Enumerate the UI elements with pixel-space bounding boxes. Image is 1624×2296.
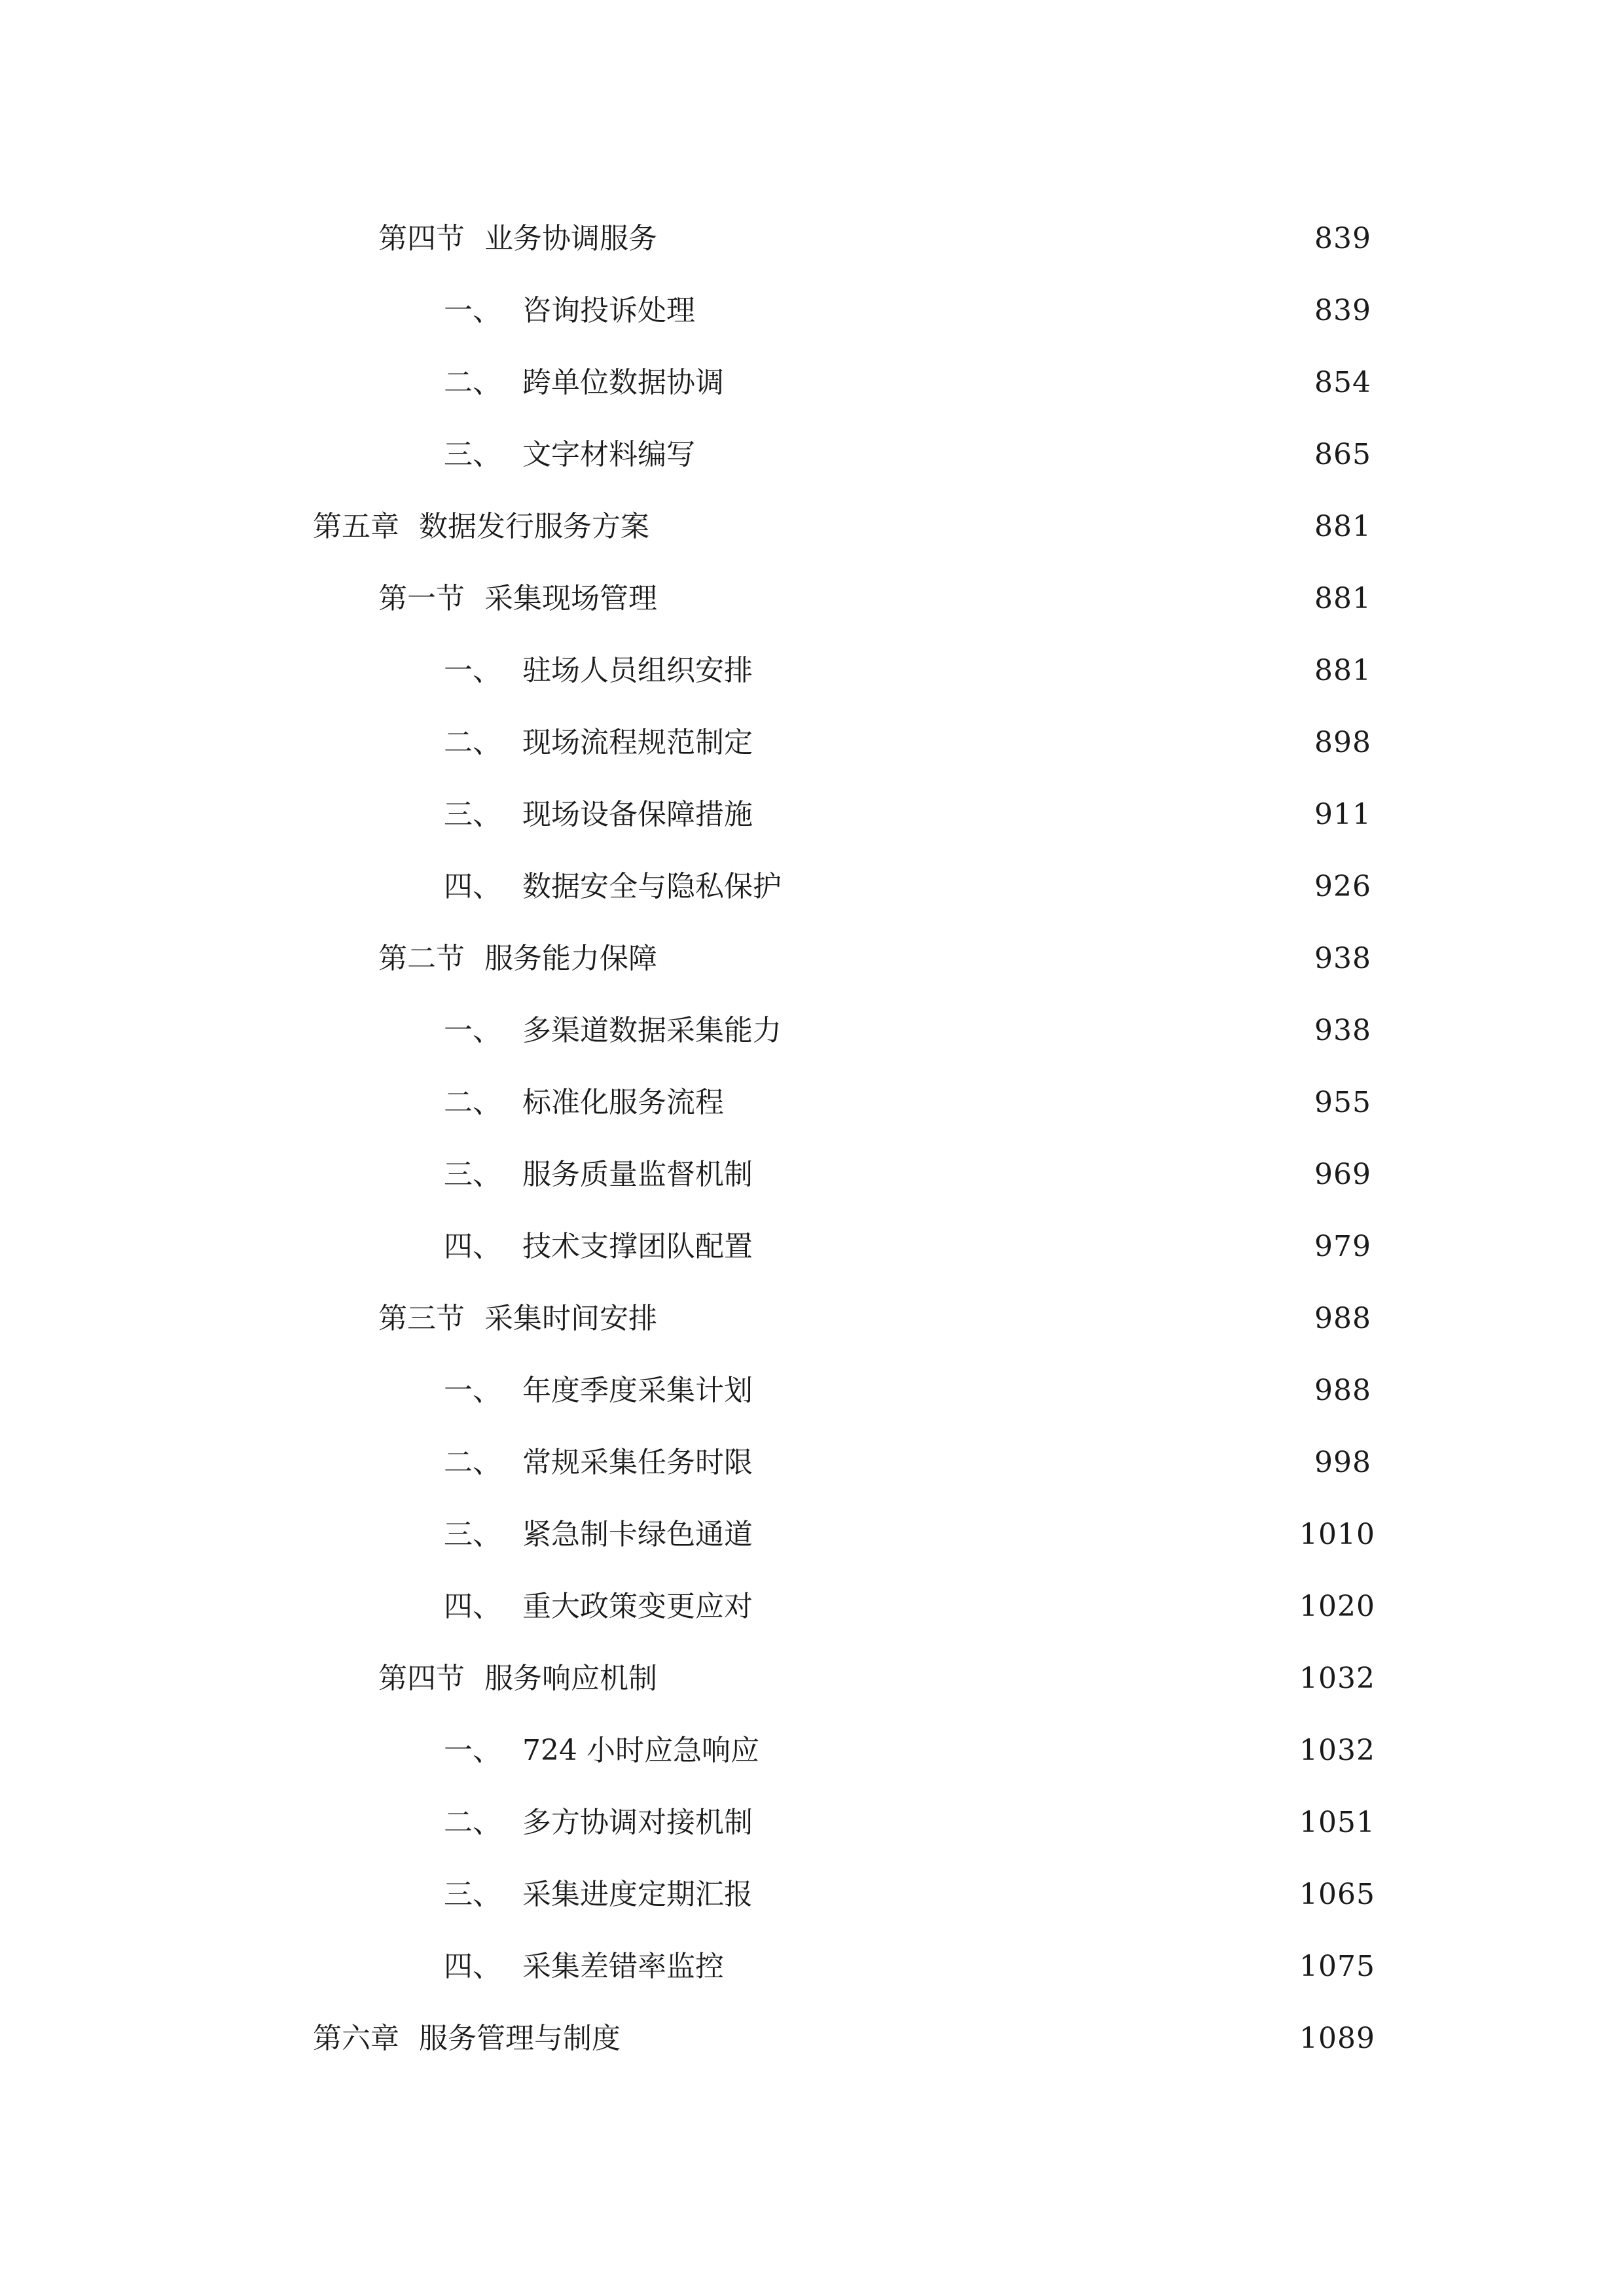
toc-entry-section[interactable] — [0, 203, 1624, 275]
toc-entry-title: 采集现场管理 — [484, 582, 657, 615]
toc-entry-number: 一、 — [444, 1374, 501, 1407]
toc-entry-title: 重大政策变更应对 — [522, 1590, 753, 1623]
dot-leader — [630, 2024, 1289, 2053]
toc-entry-page-number: 911 — [1314, 798, 1371, 831]
dot-leader — [762, 1592, 1289, 1621]
toc-entry-page-number: 1089 — [1299, 2022, 1375, 2055]
toc-entry-number: 三、 — [444, 1518, 501, 1551]
toc-entry-title: 标准化服务流程 — [522, 1086, 724, 1119]
toc-entry-page-number: 1075 — [1299, 1950, 1375, 1983]
toc-entry-page-number: 926 — [1314, 870, 1371, 903]
dot-leader — [666, 224, 1289, 253]
toc-entry-section[interactable] — [0, 563, 1624, 635]
toc-entry-page-number: 865 — [1314, 438, 1371, 471]
toc-entry-page-number: 881 — [1314, 510, 1371, 543]
toc-entry-page-number: 1032 — [1299, 1734, 1375, 1767]
toc-entry-number: 一、 — [444, 654, 501, 687]
toc-entry-page-number: 898 — [1314, 726, 1371, 759]
dot-leader — [733, 368, 1289, 397]
toc-entry-number: 第四节 — [378, 222, 465, 255]
dot-leader — [666, 584, 1289, 613]
toc-entry-number: 一、 — [444, 1734, 501, 1767]
toc-entry-page-number: 1010 — [1299, 1518, 1375, 1551]
dot-leader — [659, 512, 1289, 541]
toc-entry-title: 数据安全与隐私保护 — [522, 870, 782, 903]
dot-leader — [733, 1952, 1289, 1981]
toc-entry-item[interactable] — [0, 275, 1624, 347]
toc-entry-number: 第六章 — [313, 2022, 399, 2055]
toc-entry-item[interactable] — [0, 1355, 1624, 1427]
toc-entry-title: 紧急制卡绿色通道 — [522, 1518, 753, 1551]
dot-leader — [762, 1160, 1289, 1189]
toc-entry-page-number: 1065 — [1299, 1878, 1375, 1911]
toc-entry-page-number: 1051 — [1299, 1806, 1375, 1839]
toc-entry-title: 技术支撑团队配置 — [522, 1230, 753, 1263]
toc-entry-number: 四、 — [444, 1590, 501, 1623]
toc-entry-item[interactable] — [0, 419, 1624, 491]
toc-entry-section[interactable] — [0, 923, 1624, 995]
toc-entry-number: 一、 — [444, 294, 501, 327]
toc-entry-number: 第三节 — [378, 1302, 465, 1335]
dot-leader — [762, 656, 1289, 685]
toc-entry-page-number: 969 — [1314, 1158, 1371, 1191]
toc-entry-number: 三、 — [444, 1878, 501, 1911]
toc-entry-title: 跨单位数据协调 — [522, 366, 724, 399]
toc-entry-chapter[interactable] — [0, 2003, 1624, 2075]
toc-entry-number: 二、 — [444, 1446, 501, 1479]
toc-entry-number: 二、 — [444, 726, 501, 759]
dot-leader — [762, 800, 1289, 829]
toc-entry-page-number: 839 — [1314, 294, 1371, 327]
toc-entry-item[interactable] — [0, 1931, 1624, 2003]
toc-entry-number: 第五章 — [313, 510, 399, 543]
toc-entry-section[interactable] — [0, 1643, 1624, 1715]
dot-leader — [762, 1232, 1289, 1261]
toc-entry-item[interactable] — [0, 851, 1624, 923]
toc-entry-number: 三、 — [444, 1158, 501, 1191]
dot-leader — [791, 1016, 1289, 1045]
toc-entry-title: 驻场人员组织安排 — [522, 654, 753, 687]
toc-entry-title: 服务管理与制度 — [419, 2022, 621, 2055]
toc-entry-page-number: 839 — [1314, 222, 1371, 255]
toc-entry-title: 采集差错率监控 — [522, 1950, 724, 1983]
toc-entry-title: 常规采集任务时限 — [522, 1446, 753, 1479]
toc-entry-page-number: 988 — [1314, 1302, 1371, 1335]
toc-entry-item[interactable] — [0, 1067, 1624, 1139]
toc-entry-number: 四、 — [444, 1950, 501, 1983]
dot-leader — [762, 1376, 1289, 1405]
dot-leader — [762, 728, 1289, 757]
toc-entry-title: 文字材料编写 — [522, 438, 695, 471]
toc-entry-page-number: 854 — [1314, 366, 1371, 399]
toc-entry-item[interactable] — [0, 779, 1624, 851]
toc-entry-page-number: 1020 — [1299, 1590, 1375, 1623]
toc-entry-number: 三、 — [444, 798, 501, 831]
toc-entry-title: 多方协调对接机制 — [522, 1806, 753, 1839]
toc-entry-number: 二、 — [444, 366, 501, 399]
toc-entry-item[interactable] — [0, 1211, 1624, 1283]
toc-entry-number: 四、 — [444, 1230, 501, 1263]
dot-leader — [704, 296, 1289, 325]
toc-entry-item[interactable] — [0, 1859, 1624, 1931]
dot-leader — [666, 1304, 1289, 1333]
toc-entry-title: 采集时间安排 — [484, 1302, 657, 1335]
toc-entry-item[interactable] — [0, 1715, 1624, 1787]
toc-entry-number: 三、 — [444, 438, 501, 471]
toc-entry-title: 年度季度采集计划 — [522, 1374, 753, 1407]
table-of-contents — [0, 203, 1624, 2075]
toc-entry-number: 第一节 — [378, 582, 465, 615]
dot-leader — [704, 440, 1289, 469]
toc-entry-item[interactable] — [0, 1139, 1624, 1211]
toc-entry-title: 服务响应机制 — [484, 1662, 657, 1695]
toc-entry-item[interactable] — [0, 635, 1624, 707]
dot-leader — [762, 1448, 1289, 1477]
dot-leader — [762, 1880, 1289, 1909]
toc-entry-page-number: 988 — [1314, 1374, 1371, 1407]
toc-entry-item[interactable] — [0, 995, 1624, 1067]
toc-entry-title: 多渠道数据采集能力 — [522, 1014, 782, 1047]
toc-entry-number: 第二节 — [378, 942, 465, 975]
toc-entry-number: 四、 — [444, 870, 501, 903]
toc-entry-number: 一、 — [444, 1014, 501, 1047]
toc-entry-chapter[interactable] — [0, 491, 1624, 563]
toc-entry-title: 现场流程规范制定 — [522, 726, 753, 759]
dot-leader — [666, 944, 1289, 973]
toc-entry-section[interactable] — [0, 1283, 1624, 1355]
toc-entry-page-number: 998 — [1314, 1446, 1371, 1479]
dot-leader — [791, 872, 1289, 901]
toc-entry-title: 业务协调服务 — [484, 222, 657, 255]
toc-entry-item[interactable] — [0, 1787, 1624, 1859]
toc-entry-title: 咨询投诉处理 — [522, 294, 695, 327]
toc-entry-number: 第四节 — [378, 1662, 465, 1695]
toc-entry-title: 数据发行服务方案 — [419, 510, 649, 543]
toc-entry-page-number: 881 — [1314, 654, 1371, 687]
toc-entry-title: 724 小时应急响应 — [522, 1734, 759, 1767]
toc-entry-page-number: 955 — [1314, 1086, 1371, 1119]
toc-entry-item[interactable] — [0, 1499, 1624, 1571]
toc-entry-page-number: 1032 — [1299, 1662, 1375, 1695]
dot-leader — [666, 1664, 1289, 1693]
toc-entry-page-number: 881 — [1314, 582, 1371, 615]
toc-entry-title: 现场设备保障措施 — [522, 798, 753, 831]
toc-entry-item[interactable] — [0, 707, 1624, 779]
toc-entry-title: 采集进度定期汇报 — [522, 1878, 753, 1911]
toc-entry-number: 二、 — [444, 1086, 501, 1119]
toc-entry-page-number: 938 — [1314, 942, 1371, 975]
toc-entry-item[interactable] — [0, 1571, 1624, 1643]
dot-leader — [733, 1088, 1289, 1117]
dot-leader — [762, 1520, 1289, 1549]
toc-entry-item[interactable] — [0, 347, 1624, 419]
dot-leader — [762, 1808, 1289, 1837]
toc-entry-page-number: 938 — [1314, 1014, 1371, 1047]
toc-entry-number: 二、 — [444, 1806, 501, 1839]
dot-leader — [768, 1736, 1289, 1765]
toc-entry-item[interactable] — [0, 1427, 1624, 1499]
toc-entry-title: 服务能力保障 — [484, 942, 657, 975]
toc-entry-page-number: 979 — [1314, 1230, 1371, 1263]
toc-entry-title: 服务质量监督机制 — [522, 1158, 753, 1191]
